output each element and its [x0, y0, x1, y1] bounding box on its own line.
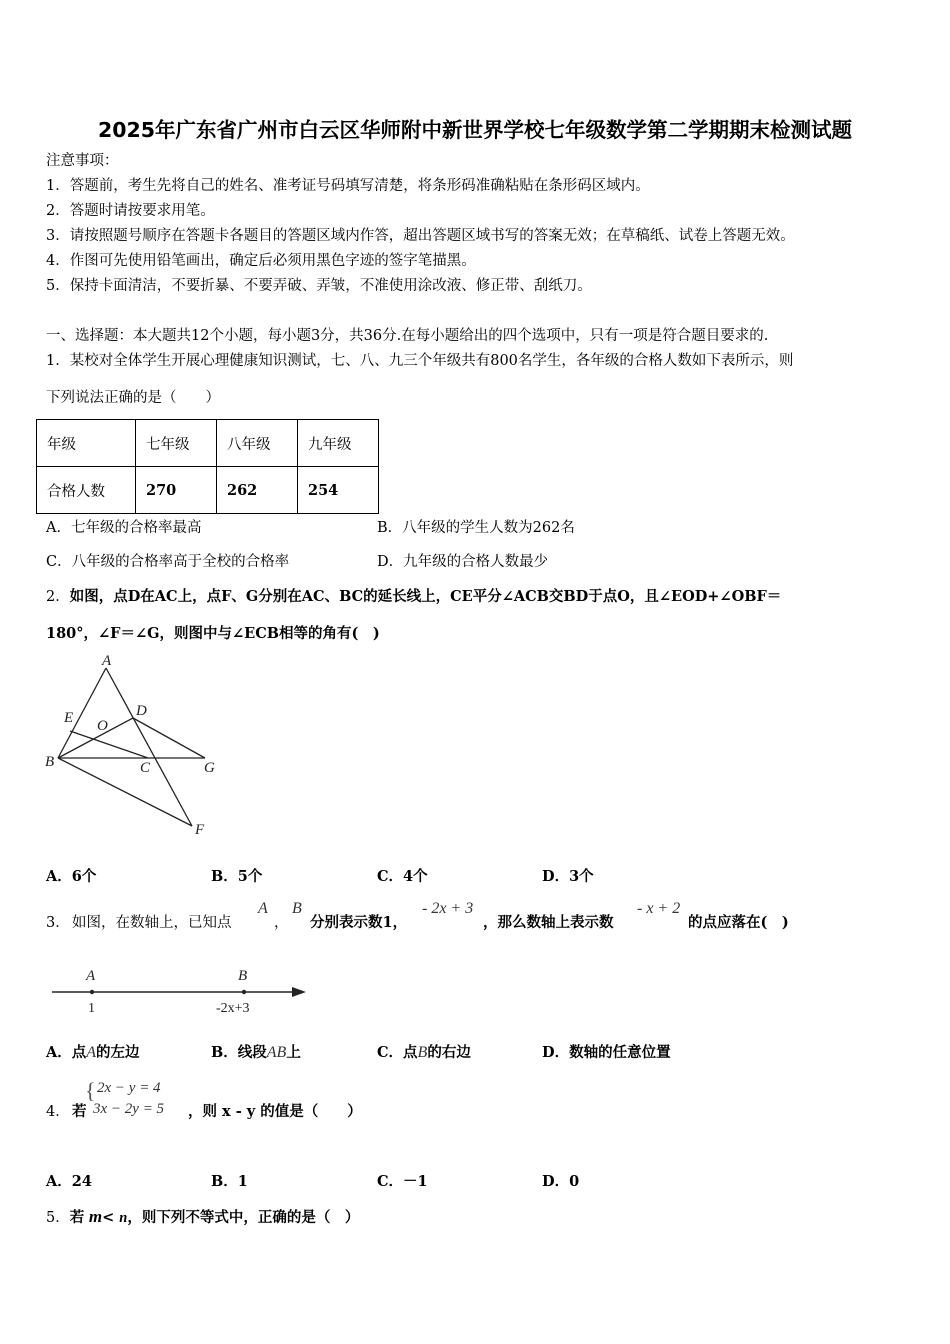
question-text: ，那么数轴上表示数 [483, 914, 614, 931]
table-header-cell: 八年级 [217, 420, 298, 467]
question-1-line2: 下列说法正确的是（ ） [46, 390, 220, 406]
equation-1: 2x − y = 4 [97, 1080, 161, 1096]
option-suffix: 上 [286, 1044, 301, 1061]
var-n: n [119, 1210, 128, 1226]
question-5 [46, 1207, 359, 1228]
comma: ， [274, 915, 289, 931]
geometry-figure [40, 648, 230, 840]
table-cell: 合格人数 [37, 467, 136, 514]
notice-item: 2．答题时请按要求用笔。 [46, 203, 215, 219]
grade-table [36, 419, 379, 514]
question-text: 分别表示数1， [310, 914, 408, 931]
equation-2: 3x − 2y = 5 [93, 1101, 165, 1117]
label-f: F [195, 822, 205, 838]
option-d: D．九年级的合格人数最少 [377, 554, 549, 570]
question-2-line1 [46, 587, 781, 607]
less-than: < [102, 1209, 120, 1226]
brace-icon: { [85, 1078, 96, 1103]
option-a: A．七年级的合格率最高 [46, 520, 202, 536]
label-a: A [102, 653, 112, 669]
option-prefix: A．点 [46, 1044, 87, 1061]
question-text: 如图，点D在AC上，点F、G分别在AC、BC的延长线上，CE平分∠ACB交BD于点O，且∠EOD+∠OBF＝ [69, 588, 782, 605]
point-a-var: A [258, 900, 268, 917]
option-d: D．0 [542, 1173, 580, 1190]
option-var: AB [266, 1044, 287, 1061]
question-number: 1． [46, 353, 70, 369]
question-4-number: 4． [46, 1104, 70, 1120]
label-b: B [45, 754, 55, 770]
notice-item: 1．答题前，考生先将自己的姓名、准考证号码填写清楚，将条形码准确粘贴在条形码区域内。 [46, 178, 650, 194]
expression: - x + 2 [637, 900, 681, 917]
option-c: C．4个 [377, 868, 428, 885]
option-var: A [86, 1044, 97, 1061]
question-text: 某校对全体学生开展心理健康知识测试，七、八、九三个年级共有800名学生，各年级的合格人数如下表所示，则 [69, 353, 794, 369]
label-o: O [97, 718, 108, 734]
label-d: D [136, 703, 147, 719]
option-var: B [417, 1044, 428, 1061]
table-cell: 254 [298, 467, 379, 514]
option-prefix: B．线段 [211, 1044, 267, 1061]
question-2-line2: 180°，∠F＝∠G，则图中与∠ECB相等的角有( ) [46, 625, 380, 642]
axis-value-b: -2x+3 [216, 1001, 250, 1016]
table-cell: 270 [136, 467, 217, 514]
question-number: 5． [46, 1210, 70, 1226]
option-b: B．1 [211, 1173, 248, 1190]
option-c [377, 1043, 471, 1063]
option-c: C．－1 [377, 1173, 428, 1190]
table-cell: 262 [217, 467, 298, 514]
option-a: A．24 [46, 1173, 92, 1190]
table-header-cell: 七年级 [136, 420, 217, 467]
option-a: A．6个 [46, 868, 97, 885]
table-row [37, 420, 379, 467]
number-line [48, 962, 318, 1020]
table-header-cell: 年级 [37, 420, 136, 467]
option-c: C．八年级的合格率高于全校的合格率 [46, 554, 290, 570]
option-prefix: C．点 [377, 1044, 418, 1061]
notice-heading: 注意事项： [46, 153, 119, 169]
option-b [211, 1043, 301, 1063]
question-1-line1 [46, 351, 793, 371]
option-d: D．数轴的任意位置 [542, 1044, 671, 1061]
option-d: D．3个 [542, 868, 594, 885]
question-text: 如图，在数轴上，已知点 [72, 915, 232, 931]
notice-item: 4．作图可先使用铅笔画出，确定后必须用黑色字迹的签字笔描黑。 [46, 253, 476, 269]
question-text: 若 [69, 1209, 85, 1226]
question-text: 的点应落在( ) [688, 914, 789, 931]
option-b: B．5个 [211, 868, 263, 885]
question-3-number: 3． [46, 915, 70, 931]
notice-item: 3．请按照题号顺序在答题卡各题目的答题区域内作答，超出答题区域书写的答案无效；在草稿纸、试卷上答题无效。 [46, 228, 795, 244]
section-heading: 一、选择题：本大题共12个小题，每小题3分，共36分.在每小题给出的四个选项中，只有一项是符合题目要求的. [46, 328, 769, 344]
axis-value-a: 1 [88, 1001, 95, 1016]
question-text: ，则 x - y 的值是（ ） [188, 1103, 362, 1120]
option-suffix: 的右边 [427, 1044, 471, 1061]
page-title: 2025年广东省广州市白云区华师附中新世界学校七年级数学第二学期期末检测试题 [97, 118, 853, 142]
question-text: 若 [72, 1103, 87, 1120]
option-suffix: 的左边 [96, 1044, 140, 1061]
label-c: C [140, 760, 151, 776]
table-header-cell: 九年级 [298, 420, 379, 467]
axis-label-b: B [238, 968, 248, 984]
table-row [37, 467, 379, 514]
axis-label-a: A [86, 968, 96, 984]
point-b-var: B [292, 900, 302, 917]
option-b: B．八年级的学生人数为262名 [377, 520, 575, 536]
var-m: m [88, 1207, 103, 1226]
question-number: 2． [46, 589, 70, 605]
label-g: G [204, 760, 215, 776]
notice-item: 5．保持卡面清洁，不要折暴、不要弄破、弄皱，不准使用涂改液、修正带、刮纸刀。 [46, 278, 592, 294]
question-text: ，则下列不等式中，正确的是（ ） [127, 1209, 360, 1226]
expression: - 2x + 3 [422, 900, 474, 917]
label-e: E [64, 710, 74, 726]
option-a [46, 1043, 140, 1063]
